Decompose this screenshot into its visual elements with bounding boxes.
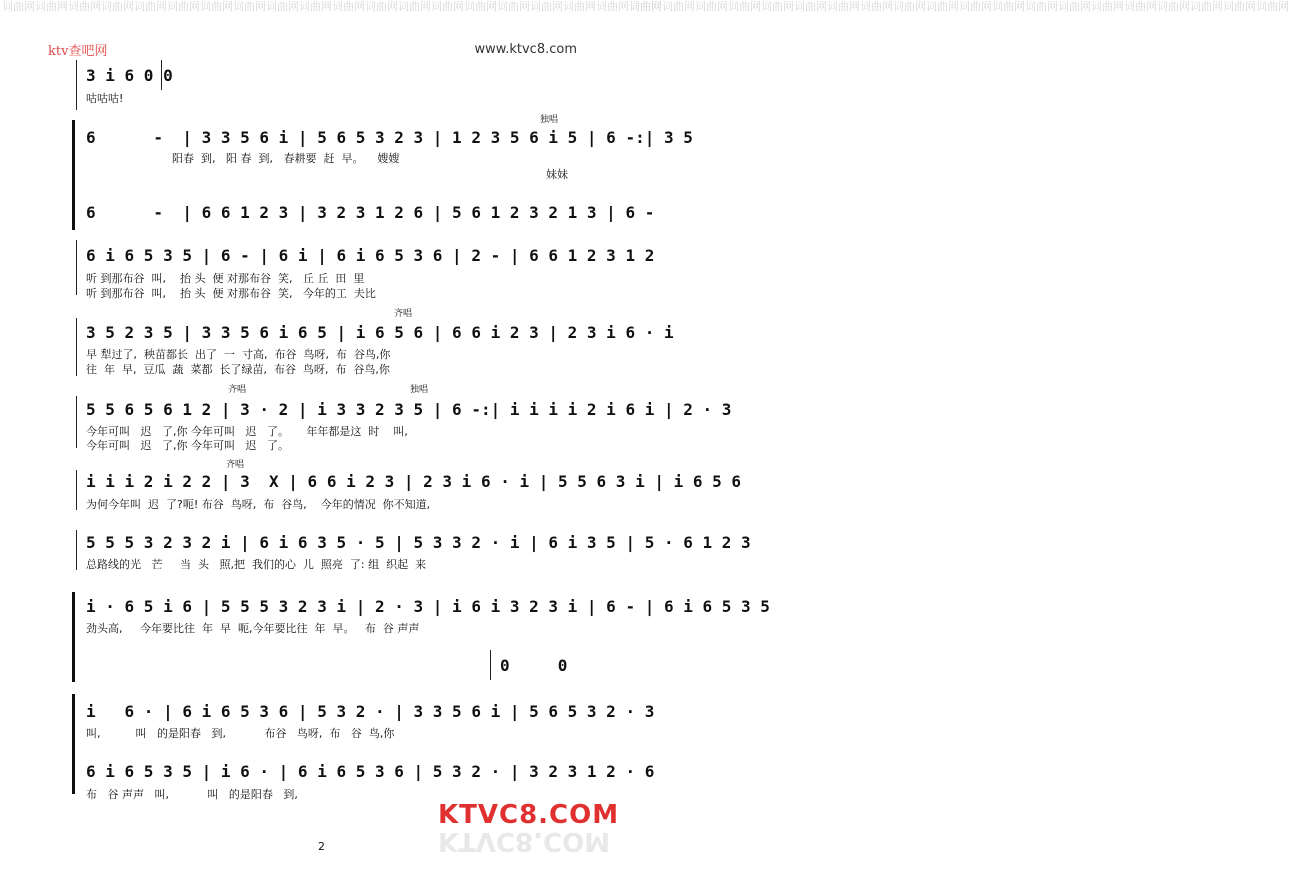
site-name-left: ktv查吧网 [48, 44, 108, 59]
notation-line-3: 6 - | 6 6 1 2 3 | 3 2 3 1 2 6 | 5 6 1 2 3 2 1 3 | 6 - [86, 203, 655, 222]
bar-line [76, 240, 77, 295]
lyric-line-4a: 听 到那布谷 叫, 抬 头 便 对那布谷 笑, 丘 丘 田 里 [86, 272, 365, 285]
lyric-line-11: 布 谷 声声 叫, 叫 的是阳春 到, [86, 788, 298, 801]
site-url: www.ktvc8.com [474, 42, 577, 57]
notation-line-4: 6 i 6 5 3 5 | 6 - | 6 i | 6 i 6 5 3 6 | 2 - | 6 6 1 2 3 1 2 [86, 246, 655, 265]
lyric-line-7: 为何今年叫 迟 了?呃! 布谷 鸟呀, 布 谷鸟, 今年的情况 你不知道, [86, 498, 431, 511]
watermark-left: 词曲网词曲网词曲网词曲网词曲网词曲网词曲网词曲网词曲网词曲网词曲网词曲网词曲网词曲网词曲网词曲网词曲网词曲网词曲网词曲网 [2, 0, 662, 13]
system-bracket [72, 592, 75, 682]
lyric-line-2: 阳春 到, 阳 春 到, 春耕要 赶 早。 嫂嫂 [172, 152, 400, 165]
notation-line-9b: 0 0 [500, 656, 568, 675]
bar-line [76, 318, 77, 376]
bar-line [76, 530, 77, 570]
chorus-mark: 齐唱 [228, 385, 247, 395]
system-bracket [72, 120, 75, 230]
chorus-mark: 齐唱 [394, 309, 413, 319]
notation-line-10: i 6 · | 6 i 6 5 3 6 | 5 3 2 · | 3 3 5 6 i | 5 6 5 3 2 · 3 [86, 702, 655, 721]
solo-mark: 独唱 [410, 385, 429, 395]
lyric-line-10: 叫, 叫 的是阳春 到, 布谷 鸟呀, 布 谷 鸟,你 [86, 727, 395, 740]
notation-line-6: 5 5 6 5 6 1 2 | 3 · 2 | i 3 3 2 3 5 | 6 -:| i i i i 2 i 6 i | 2 · 3 [86, 400, 732, 419]
lyric-line-6b: 今年可叫 迟 了,你 今年可叫 迟 了。 [86, 439, 289, 452]
lyric-line-6a: 今年可叫 迟 了,你 今年可叫 迟 了。 年年都是这 时 叫, [86, 425, 408, 438]
bar-line [76, 470, 77, 510]
lyric-line-9: 劲头高, 今年要比往 年 早 呃,今年要比往 年 早。 布 谷 声声 [86, 622, 420, 635]
lyric-line-2b: 妹妹 [546, 168, 568, 181]
lyric-line-1: 咕咕咕! [86, 92, 124, 105]
notation-line-1: 3 i 6 0 0 [86, 66, 173, 85]
notation-line-11: 6 i 6 5 3 5 | i 6 · | 6 i 6 5 3 6 | 5 3 2 · | 3 2 3 1 2 · 6 [86, 762, 655, 781]
system-bracket [72, 694, 75, 794]
lyric-line-5b: 往 年 早, 豆瓜 蔬 菜都 长了绿苗, 布谷 鸟呀, 布 谷鸟,你 [86, 363, 390, 376]
watermark-right: 词曲网词曲网词曲网词曲网词曲网词曲网词曲网词曲网词曲网词曲网词曲网词曲网词曲网词曲网词曲网词曲网词曲网词曲网词曲网词曲网 [629, 0, 1289, 13]
page-number: 2 [318, 840, 325, 853]
bar-line [76, 60, 77, 110]
ktvc8-logo-reflection: KTVC8.COM [438, 826, 611, 856]
notation-line-9: i · 6 5 i 6 | 5 5 5 3 2 3 i | 2 · 3 | i 6 i 3 2 3 i | 6 - | 6 i 6 5 3 5 [86, 597, 770, 616]
notation-line-2: 6 - | 3 3 5 6 i | 5 6 5 3 2 3 | 1 2 3 5 6 i 5 | 6 -:| 3 5 [86, 128, 693, 147]
lyric-line-8: 总路线的光 芒 当 头 照,把 我们的心 儿 照亮 了: 组 织起 来 [86, 558, 427, 571]
ktvc8-logo: KTVC8.COM [438, 800, 620, 830]
bar-line [490, 650, 491, 680]
notation-line-7: i i i 2 i 2 2 | 3 X | 6 6 i 2 3 | 2 3 i 6 · i | 5 5 6 3 i | i 6 5 6 [86, 472, 742, 491]
notation-line-8: 5 5 5 3 2 3 2 i | 6 i 6 3 5 · 5 | 5 3 3 2 · i | 6 i 3 5 | 5 · 6 1 2 3 [86, 533, 751, 552]
bar-line [76, 396, 77, 448]
notation-line-5: 3 5 2 3 5 | 3 3 5 6 i 6 5 | i 6 5 6 | 6 6 i 2 3 | 2 3 i 6 · i [86, 323, 674, 342]
lyric-line-4b: 听 到那布谷 叫, 抬 头 便 对那布谷 笑, 今年的工 夫比 [86, 287, 376, 300]
solo-mark: 独唱 [540, 115, 559, 125]
lyric-line-5a: 早 犁过了, 秧苗都长 出了 一 寸高, 布谷 鸟呀, 布 谷鸟,你 [86, 348, 391, 361]
chorus-mark: 齐唱 [226, 460, 245, 470]
